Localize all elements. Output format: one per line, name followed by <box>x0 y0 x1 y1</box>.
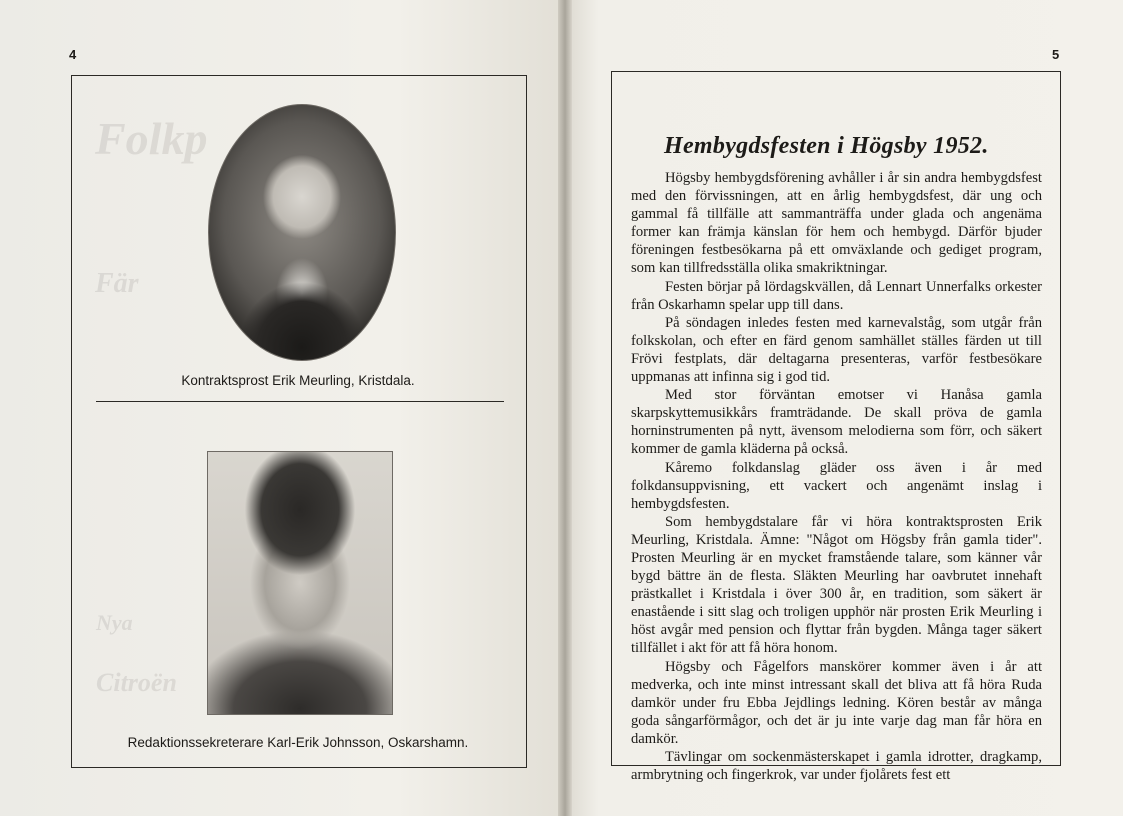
paragraph: Festen börjar på lördagskvällen, då Lennart Unnerfalks orkester från Oskarhamn spelar upp till dans. <box>631 278 1042 313</box>
paragraph: Med stor förväntan emotser vi Hanåsa gamla skarpskyttemusikkårs framträdande. De skall pröva de gamla horninstrumenten på nytt, ävensom melodierna som förr, och säkert kommer de gamla kläderna på också. <box>631 387 1042 458</box>
page-number-left: 4 <box>69 47 77 62</box>
portrait-photo-oval <box>208 104 396 361</box>
show-through-text: Fär <box>95 268 139 299</box>
show-through-text: Citroën <box>96 668 177 697</box>
paragraph: Kåremo folkdanslag gläder oss även i år med folkdansuppvisning, ett vackert och angenämt inslag i hembygdsfesten. <box>631 459 1042 512</box>
paragraph: Högsby och Fågelfors manskörer kommer även i år att medverka, och inte minst intressant skall det bliva att få höra Ruda damkör under fru Ebba Jejdlings ledning. Kören består av många goda sångarförmågor, och det är ju inte varje dag man får höra en damkör. <box>631 658 1042 747</box>
photo-caption-2: Redaktionssekreterare Karl-Erik Johnsson, Oskarshamn. <box>127 735 469 750</box>
show-through-text: Folkp <box>95 113 208 164</box>
paragraph: Tävlingar om sockenmästerskapet i gamla idrotter, dragkamp, armbrytning och fingerkrok, var under fjolårets fest ett <box>631 749 1042 784</box>
paragraph: Som hembygdstalare får vi höra kontraktsprosten Erik Meurling, Kristdala. Ämne: "Något om Högsby från gamla tider". Prosten Meurling är en mycket framstående talare, som känner vår bygd bättre än de flesta. Släkten Meurling har oavbrutet innehaft prästkallet i Kristdala i över 300 år, en tradition, som säkert är enastående i sitt slag och troligen upphör när prosten Erik Meurling i höst avgår med pension och flyttar från bygden. Många tager säkert tillfället i akt för att få höra honom. <box>631 513 1042 657</box>
portrait-photo-rect <box>207 451 393 715</box>
book-gutter <box>558 0 572 816</box>
photo-caption-1: Kontraktsprost Erik Meurling, Kristdala. <box>181 373 415 388</box>
article-body <box>631 169 1042 784</box>
photo-divider <box>96 401 504 402</box>
paragraph: På söndagen inledes festen med karnevalståg, som utgår från folkskolan, och efter en färd genom samhället ställes färden ut till Frövi festplats, där deltagarna presenteras, varför festbesökare uppmanas att infinna sig i god tid. <box>631 314 1042 386</box>
paragraph: Högsby hembygdsförening avhåller i år sin andra hembygdsfest med den förvissningen, att en årlig hembygdsfest, där ung och gammal få tillfälle att sammanträffa under glada och angenäma former kan främja känslan för hem och hembygd. Därför bjuder föreningen festbesökarna på ett omväxlande och gediget program, som kan tillfredsställa olika smakriktningar. <box>631 170 1042 277</box>
page-number-right: 5 <box>1052 47 1060 62</box>
show-through-text: Nya <box>96 610 133 635</box>
article-title: Hembygdsfesten i Högsby 1952. <box>664 133 989 159</box>
